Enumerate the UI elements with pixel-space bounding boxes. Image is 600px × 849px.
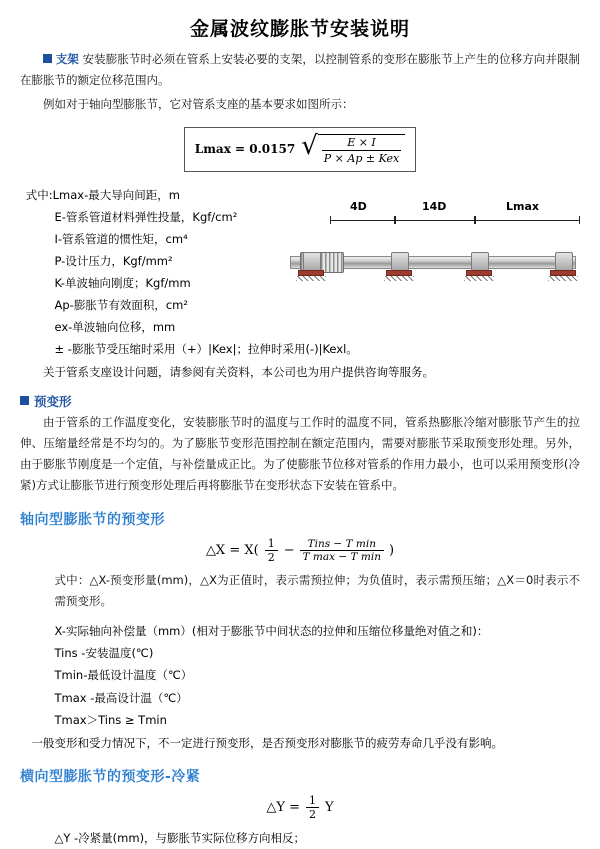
predeform-section-heading [20, 392, 580, 410]
section-marker-icon [20, 396, 29, 405]
support-intro-paragraph [20, 49, 580, 92]
dimension-segment [474, 216, 580, 224]
half-fraction: $\frac{1}{2}$ [306, 794, 319, 821]
axial-expansion-joint-diagram [284, 202, 582, 312]
lmax-fraction [318, 134, 405, 166]
support-note: 关于管系支座设计问题，请参阅有关资料，本公司也为用户提供咨询等服务。 [43, 365, 434, 380]
formula-lhs: △Y = [266, 799, 300, 815]
lateral-predeform-formula [20, 794, 580, 821]
pipe-anchor [550, 250, 576, 276]
definition-item: 式中:Lmax-最大导向间距，m [25, 187, 180, 202]
lateral-predeform-explanation: △Y -冷紧量(mm)，与膨胀节实际位移方向相反； [54, 830, 306, 845]
formula-rhs: Y [325, 799, 334, 815]
predeform-heading-label: 预变形 [34, 393, 72, 409]
support-intro-text: 安装膨胀节时必须在管系上安装必要的支架，以控制管系的变形在膨胀节上产生的位移方向并限制在膨胀节的额定位移范围内。 [20, 52, 581, 88]
definition-item: Tmin-最低设计温度（℃） [54, 668, 193, 683]
definition-item: K-单波轴向刚度；Kgf/mm [54, 276, 191, 291]
definition-item: Tmax＞Tins ≥ Tmin [54, 712, 167, 727]
document-page [0, 14, 600, 845]
formula-lhs: △X = X( [205, 542, 259, 558]
pipe-anchor [466, 250, 492, 276]
lmax-formula-lhs: Lmax = 0.0157 [194, 142, 296, 157]
definition-item: E-管系管道材料弹性投量，Kgf/cm² [54, 209, 238, 224]
support-example-paragraph: 例如对于轴向型膨胀节，它对管系支座的基本要求如图所示： [43, 96, 354, 111]
axial-predeform-explanation: 式中：△X-预变形量(mm)，△X为正值时，表示需预拉伸；为负值时，表示需预压缩；△X＝0时表示不需预变形。 [54, 572, 580, 609]
formula-rhs: ) [388, 542, 395, 558]
axial-predeform-note: 一般变形和受力情况下，不一定进行预变形，是否预变形对膨胀节的疲劳寿命几乎没有影响。 [31, 735, 503, 750]
diagram-dimension-row [284, 202, 582, 224]
support-heading: 支架 [55, 52, 79, 66]
axial-predeform-definitions [20, 620, 580, 730]
lateral-predeform-heading: 横向型膨胀节的预变形-冷紧 [20, 768, 201, 785]
page-title: 金属波纹膨胀节安装说明 [189, 18, 410, 40]
section-marker-icon [43, 54, 52, 63]
dimension-segment [330, 216, 396, 224]
pipe-anchor [386, 250, 412, 276]
lmax-numerator: E × I [322, 135, 401, 151]
definition-item: ± -膨胀节受压缩时采用（+）|Kex|；拉伸时采用(-)|Kexl。 [54, 342, 358, 357]
predeform-paragraph: 由于管系的工作温度变化，安装膨胀节时的温度与工作时的温度不同，管系热膨胀冷缩对膨胀节产生的拉伸、压缩量经常是不均匀的。为了膨胀节变形范围控制在额定范围内，需要对膨胀节采取预变形处理。另外，由于膨胀节刚度是一个定值，与补偿量成正比。为了使膨胀节位移对管系的作用力最小，也可以采用预变形(冷紧)方式让膨胀节进行预变形处理后再将膨胀节在变形状态下安装在管系中。 [20, 414, 580, 493]
definition-item: Ap-膨胀节有效面积，cm² [54, 298, 188, 313]
definition-item: Tmax -最高设计温（℃） [54, 690, 188, 705]
dimension-label-lmax: Lmax [506, 200, 539, 213]
formula-minus-sign: − [283, 542, 295, 558]
dimension-label-4d: 4D [350, 200, 367, 213]
dimension-label-14d: 14D [422, 200, 447, 213]
diagram-pipe-area [284, 232, 582, 302]
lmax-formula [184, 127, 416, 172]
definition-item: P-设计压力，Kgf/mm² [54, 254, 173, 269]
dimension-segment [394, 216, 476, 224]
pipe-anchor [298, 250, 324, 276]
temperature-fraction: $\frac{\text{Tins − T min}}{\text{T max − T min}}$ [300, 538, 384, 563]
sqrt-icon: √ $\frac{E \times I}{\text{P × Ap ± Kex}}$ [301, 133, 405, 166]
lmax-formula-wrapper [20, 117, 580, 178]
lmax-denominator: P × Ap ± Kex [323, 151, 400, 165]
definition-item: X-实际轴向补偿量（mm）(相对于膨胀节中间状态的拉伸和压缩位移量绝对值之和)： [54, 624, 489, 639]
half-fraction: $\frac{1}{2}$ [265, 537, 278, 564]
axial-predeform-formula [20, 537, 580, 564]
definition-item: I-管系管道的惯性矩，cm⁴ [54, 231, 188, 246]
definition-item: ex-单波轴向位移，mm [54, 320, 176, 335]
axial-predeform-heading: 轴向型膨胀节的预变形 [20, 511, 165, 528]
definition-item: Tins -安装温度(℃) [54, 646, 154, 661]
